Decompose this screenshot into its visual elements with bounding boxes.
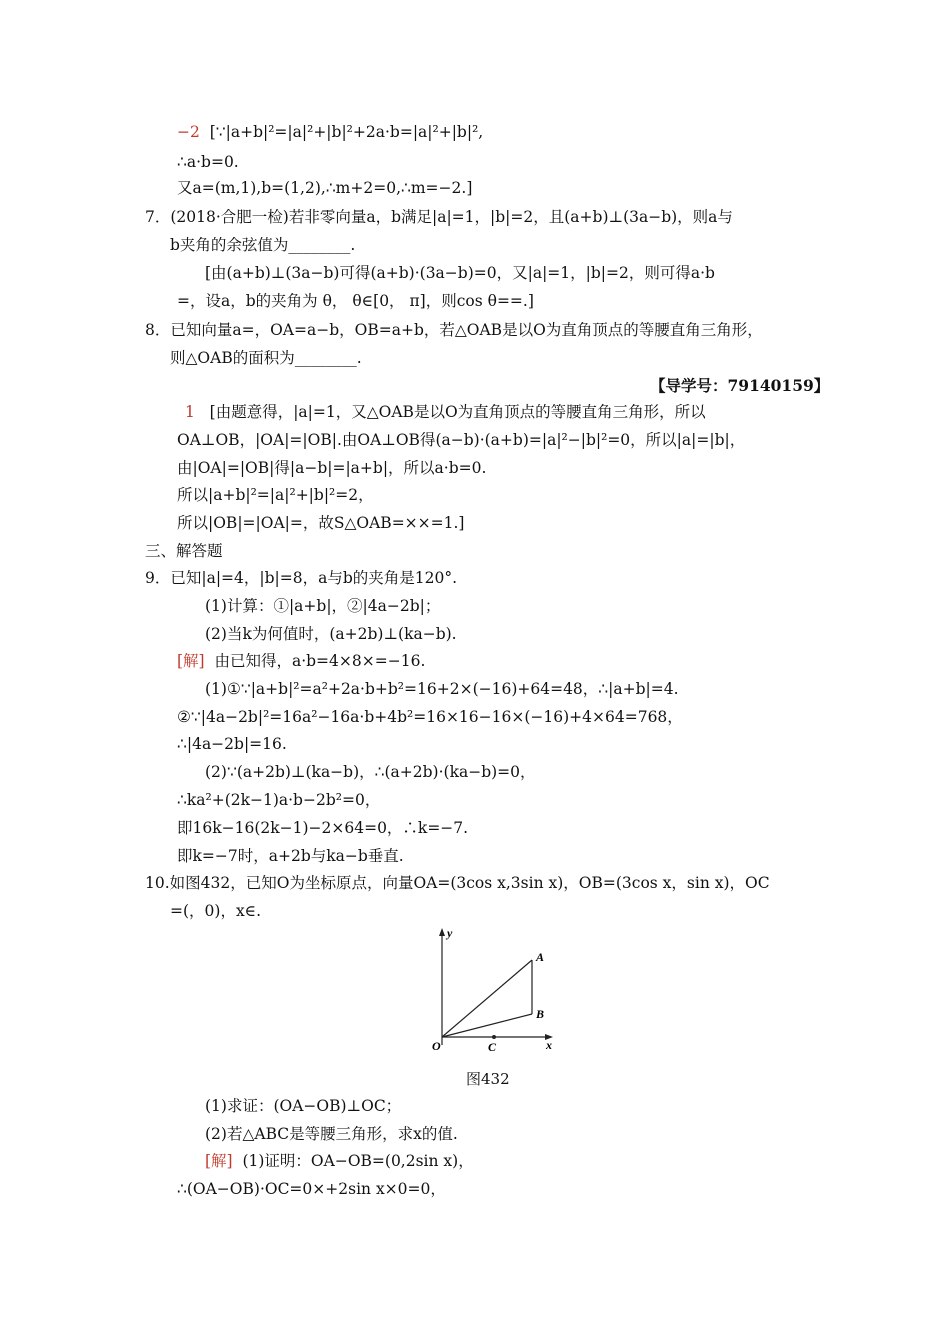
answer-7-line-2: =，设a，b的夹角为 θ， θ∈[0， π]，则cos θ==.] bbox=[177, 292, 534, 310]
answer-9-line-2: (1)①∵|a+b|²=a²+2a·b+b²=16+2×(−16)+64=48，∴|a+b|=4. bbox=[205, 680, 679, 698]
figure-caption: 图432 bbox=[466, 1070, 510, 1088]
answer-8-line-3: 由|OA|=|OB|得|a−b|=|a+b|，所以a·b=0. bbox=[177, 459, 487, 477]
solution-tag: [解] bbox=[177, 652, 205, 670]
answer-8-line-2: OA⊥OB，|OA|=|OB|.由OA⊥OB得(a−b)·(a+b)=|a|²−|b|²=0，所以|a|=|b|， bbox=[177, 431, 746, 449]
question-10-part-1: (1)求证：(OA−OB)⊥OC； bbox=[205, 1097, 402, 1115]
point-c bbox=[492, 1035, 496, 1039]
answer-prefix: 1 bbox=[185, 403, 195, 421]
line-1 bbox=[177, 122, 483, 142]
question-9-line-3: (2)当k为何值时，(a+2b)⊥(ka−b). bbox=[205, 625, 457, 643]
question-10-part-2: (2)若△ABC是等腰三角形，求x的值. bbox=[205, 1125, 458, 1143]
answer-9-line-3: ②∵|4a−2b|²=16a²−16a·b+4b²=16×16−16×(−16)+4×64=768， bbox=[177, 708, 683, 726]
label-c: C bbox=[488, 1040, 497, 1054]
question-7-line-2: b夹角的余弦值为________. bbox=[170, 236, 356, 254]
label-a: A bbox=[536, 950, 545, 964]
answer-9-line-4: ∴|4a−2b|=16. bbox=[177, 735, 287, 753]
question-9-line-2: (1)计算：①|a+b|，②|4a−2b|； bbox=[205, 597, 441, 615]
line-2: ∴a·b=0. bbox=[177, 153, 239, 171]
y-axis-arrow-icon bbox=[439, 928, 445, 936]
line-text: [由题意得，|a|=1，又△OAB是以O为直角顶点的等腰直角三角形，所以 bbox=[209, 403, 706, 421]
answer-9-line-5: (2)∵(a+2b)⊥(ka−b)，∴(a+2b)·(ka−b)=0， bbox=[205, 763, 536, 781]
answer-7-line-1: [由(a+b)⊥(3a−b)可得(a+b)·(3a−b)=0，又|a|=1，|b|=2，则可得a·b bbox=[205, 264, 715, 282]
answer-prefix: −2 bbox=[177, 123, 200, 141]
answer-10-line-1 bbox=[205, 1151, 474, 1171]
answer-9-line-7: 即16k−16(2k−1)−2×64=0，∴k=−7. bbox=[177, 819, 469, 837]
answer-9-line-6: ∴ka²+(2k−1)a·b−2b²=0， bbox=[177, 791, 381, 809]
label-b: B bbox=[536, 1007, 545, 1021]
question-9-line-1: 9．已知|a|=4，|b|=8，a与b的夹角是120°. bbox=[145, 569, 458, 587]
section-heading: 三、解答题 bbox=[145, 542, 223, 560]
line-text: [∵|a+b|²=|a|²+|b|²+2a·b=|a|²+|b|², bbox=[209, 123, 484, 141]
figure-432 bbox=[415, 925, 560, 1060]
answer-8-line-1 bbox=[185, 402, 706, 422]
question-7-line-1: 7．(2018·合肥一检)若非零向量a，b满足|a|=1，|b|=2，且(a+b)⊥(3a−b)，则a与 bbox=[145, 208, 733, 226]
question-8-line-1: 8．已知向量a=，OA=a−b，OB=a+b，若△OAB是以O为直角顶点的等腰直角三角形， bbox=[145, 321, 763, 339]
line-text: (1)证明：OA−OB=(0,2sin x)， bbox=[242, 1152, 474, 1170]
answer-9-line-1 bbox=[177, 651, 425, 671]
question-10-line-1: 10.如图432，已知O为坐标原点，向量OA=(3cos x,3sin x)，OB=(3cos x，sin x)，OC bbox=[145, 874, 770, 892]
line-text: 由已知得，a·b=4×8×=−16. bbox=[214, 652, 426, 670]
answer-8-line-4: 所以|a+b|²=|a|²+|b|²=2， bbox=[177, 486, 374, 504]
answer-9-line-8: 即k=−7时，a+2b与ka−b垂直. bbox=[177, 847, 404, 865]
solution-tag: [解] bbox=[205, 1152, 233, 1170]
question-8-line-2: 则△OAB的面积为________. bbox=[170, 349, 362, 367]
question-10-line-2: =(，0)，x∈. bbox=[170, 902, 262, 920]
label-o: O bbox=[432, 1039, 441, 1053]
answer-10-line-2: ∴(OA−OB)·OC=0×+2sin x×0=0， bbox=[177, 1180, 446, 1198]
label-y: y bbox=[447, 926, 453, 940]
guide-number: 【导学号：79140159】 bbox=[650, 376, 830, 395]
label-x: x bbox=[546, 1038, 552, 1052]
answer-8-line-5: 所以|OB|=|OA|=，故S△OAB=××=1.] bbox=[177, 514, 465, 532]
line-3: 又a=(m,1),b=(1,2),∴m+2=0,∴m=−2.] bbox=[177, 179, 473, 197]
